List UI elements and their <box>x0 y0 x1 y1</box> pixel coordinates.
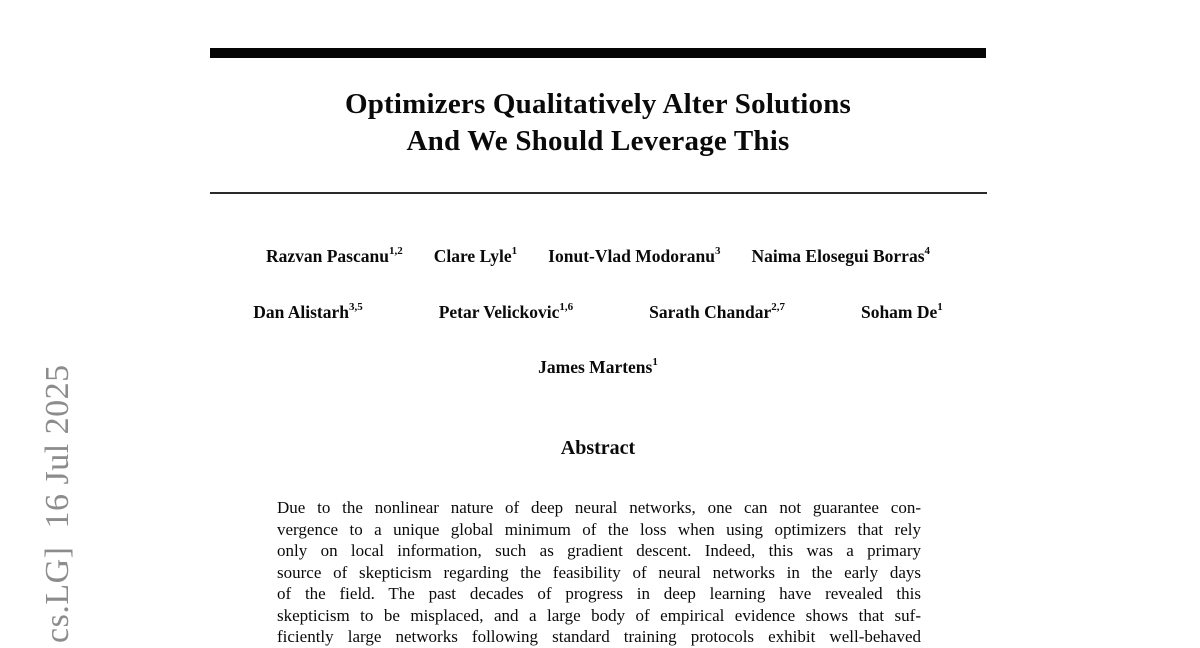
author-affiliation-sup: 3,5 <box>348 300 363 313</box>
text-line: skepticism to be misplaced, and a large body of empirical evidence shows that suf- <box>277 605 921 625</box>
author-name: Petar Velickovic <box>438 301 560 322</box>
title-top-rule <box>210 48 986 58</box>
author <box>266 246 403 267</box>
author <box>538 357 658 378</box>
author-name: Dan Alistarh <box>253 301 349 322</box>
author <box>253 302 363 323</box>
author <box>751 246 930 267</box>
author <box>548 246 720 267</box>
author <box>861 302 943 323</box>
author-name: Naima Elosegui Borras <box>751 246 925 266</box>
author-block <box>110 246 1086 413</box>
author-affiliation-sup: 1 <box>652 356 658 369</box>
author-name: Ionut-Vlad Modoranu <box>548 246 715 266</box>
text-line: only on local information, such as gradient descent. Indeed, this was a primary <box>277 541 921 560</box>
text-line: source of skepticism regarding the feasibility of neural networks in the early days <box>277 562 921 582</box>
text-line: And We Should Leverage This <box>406 125 790 157</box>
author-name: Razvan Pascanu <box>265 246 389 266</box>
author-affiliation-sup: 1 <box>937 300 943 313</box>
author-row <box>110 302 1086 323</box>
author-row <box>110 357 1086 378</box>
author-affiliation-sup: 1,6 <box>559 300 574 313</box>
author-name: Sarath Chandar <box>649 301 772 322</box>
author-affiliation-sup: 1,2 <box>388 245 403 258</box>
author-name: James Martens <box>538 357 653 377</box>
author-affiliation-sup: 2,7 <box>771 300 785 313</box>
text-line: of the field. The past decades of progress in deep learning have revealed this <box>277 584 921 603</box>
paper-title <box>210 86 986 160</box>
author-name: Clare Lyle <box>433 246 512 266</box>
arxiv-sidebar-watermark: cs.LG] 16 Jul 2025 <box>39 364 76 643</box>
text-line: ficiently large networks following standard training protocols exhibit well-behaved <box>277 627 921 646</box>
title-bottom-rule <box>210 192 987 194</box>
text-line: Optimizers Qualitatively Alter Solutions <box>344 88 852 120</box>
text-line: vergence to a unique global minimum of the loss when using optimizers that rely <box>277 519 921 539</box>
author-affiliation-sup: 1 <box>511 245 518 258</box>
author <box>649 302 785 323</box>
text-line: Due to the nonlinear nature of deep neural networks, one can not guarantee con- <box>277 498 921 517</box>
author-affiliation-sup: 3 <box>714 245 721 258</box>
abstract-text <box>277 497 921 648</box>
author-row <box>110 246 1086 267</box>
author <box>434 246 517 267</box>
author <box>439 302 573 323</box>
abstract-heading: Abstract <box>560 437 636 459</box>
author-affiliation-sup: 4 <box>924 245 931 258</box>
author-name: Soham De <box>860 301 938 322</box>
